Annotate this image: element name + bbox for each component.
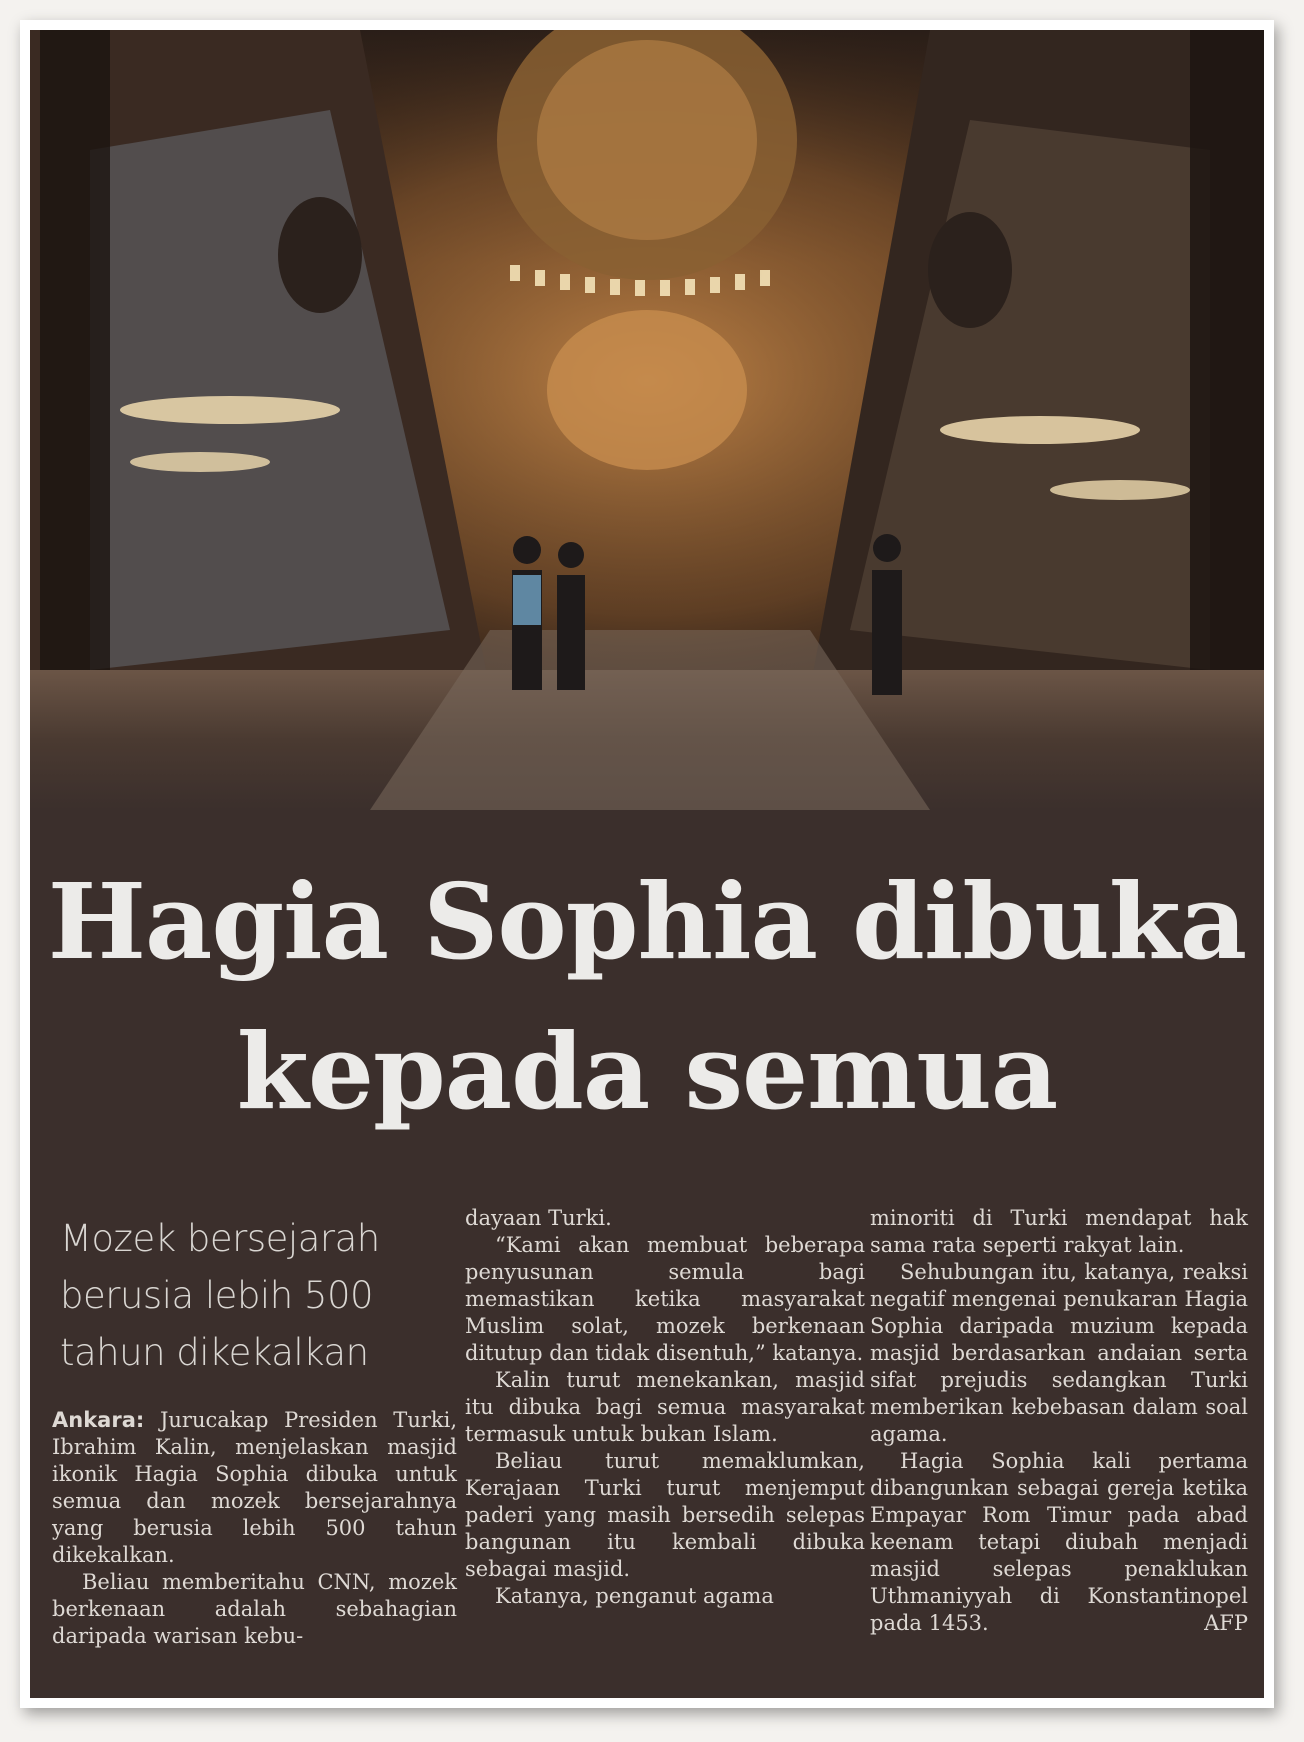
- subheadline-line: berusia lebih 500: [60, 1274, 374, 1317]
- subheadline-line: tahun dikekalkan: [60, 1331, 369, 1374]
- headline-line-2: kepada semua: [236, 1010, 1058, 1133]
- article-paragraph: Hagia Sophia kali pertama dibangunkan sebagai gereja ketika Empayar Rom Timur pada abad keenam tetapi diubah menjadi masjid selepas penaklukan Uthmaniyyah di Konstantinopel pada 1453.: [870, 1449, 1248, 1635]
- article-paragraph: minoriti di Turki mendapat hak sama rata seperti rakyat lain.: [870, 1206, 1248, 1257]
- article-paragraph: Jurucakap Presiden Turki, Ibrahim Kalin, menjelaskan masjid ikonik Hagia Sophia dibuka untuk semua dan mozek bersejarahnya yang berusia lebih 500 tahun dikekalkan.: [52, 1408, 457, 1567]
- news-agency-credit: AFP: [1204, 1611, 1248, 1635]
- article-column-3: [870, 1205, 1248, 1637]
- article-paragraph: Sehubungan itu, katanya, reaksi negatif mengenai penukaran Hagia Sophia daripada muzium kepada masjid berdasarkan andaian serta sifat prejudis sedangkan Turki memberikan kebebasan dalam soal agama.: [870, 1260, 1248, 1446]
- article-paragraph: Beliau memberitahu CNN, mozek berkenaan adalah sebahagian daripada warisan kebu-: [52, 1570, 457, 1648]
- hagia-sophia-interior-photo: [30, 30, 1264, 810]
- subheadline-line: Mozek bersejarah: [60, 1217, 380, 1260]
- article-column-1: [52, 1407, 457, 1650]
- newspaper-clipping: [30, 30, 1264, 1698]
- photo-illustration: [30, 30, 1264, 810]
- article-column-2: [465, 1205, 865, 1610]
- article-paragraph: “Kami akan membuat beberapa penyusunan semula bagi memastikan ketika masyarakat Muslim solat, mozek berkenaan ditutup dan tidak disentuh,” katanya.: [465, 1233, 865, 1365]
- subheadline: [60, 1210, 480, 1381]
- headline-line-1: Hagia Sophia dibuka: [47, 860, 1247, 983]
- article-paragraph: Katanya, penganut agama: [495, 1584, 774, 1608]
- article-paragraph: Beliau turut memaklumkan, Kerajaan Turki turut menjemput paderi yang masih bersedih selepas bangunan itu kembali dibuka sebagai masjid.: [465, 1449, 865, 1581]
- article-paragraph: dayaan Turki.: [465, 1206, 612, 1230]
- dateline: Ankara:: [52, 1408, 145, 1432]
- article-paragraph: Kalin turut menekankan, masjid itu dibuka bagi semua masyarakat termasuk untuk bukan Islam.: [465, 1368, 865, 1446]
